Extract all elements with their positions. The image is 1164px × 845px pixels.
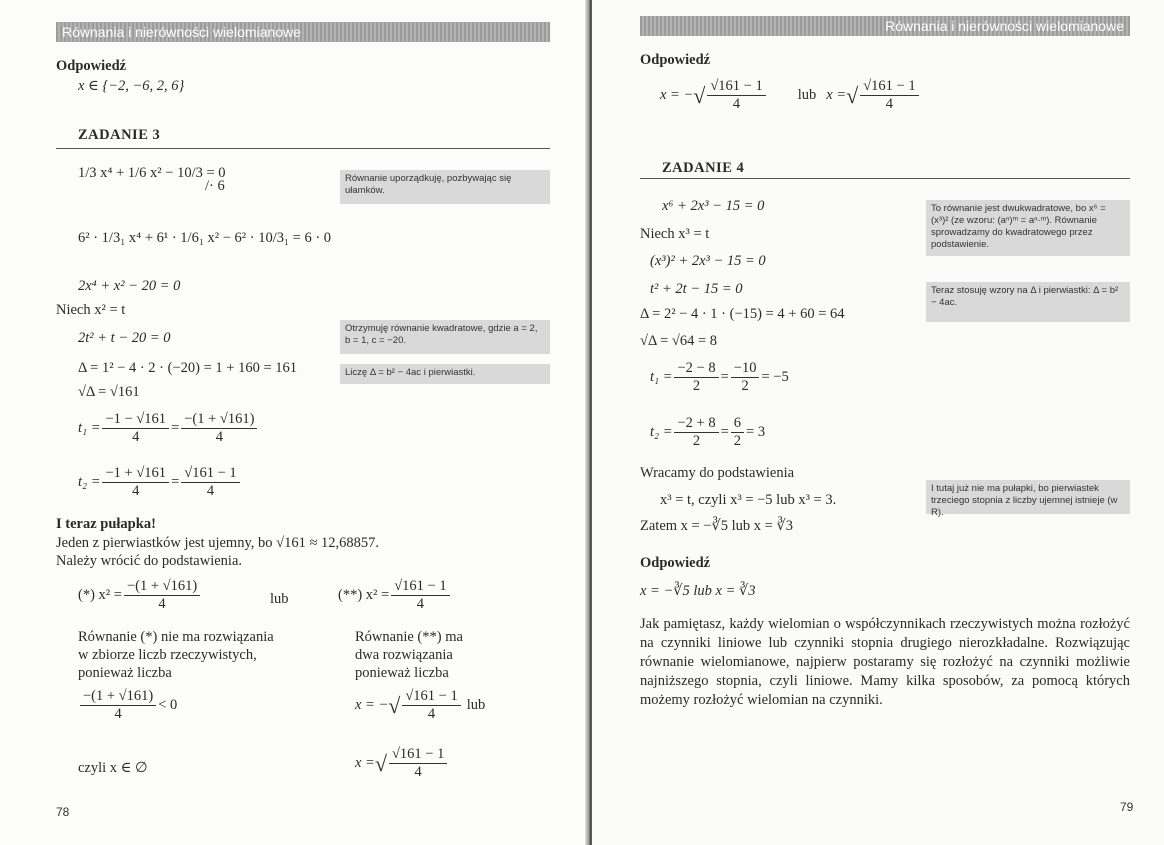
numerator: √161 − 1 <box>707 78 765 96</box>
t1-formula: t₁ = $\frac{-1 - √161}{4}$ = $\frac{-(1 + √161)}{4}$ <box>78 411 259 446</box>
denominator: 4 <box>132 483 140 499</box>
closing-paragraph: Jak pamiętasz, każdy wielomian o współczynnikach rzeczywistych można rozłożyć na czynniki liniowe lub czynniki stopnia drugiego nierozkładalne. Rozwiązując równanie wielomianowe, najpierw postaramy się rozłożyć na czynniki możliwie najniższego stopnia, czyli liniowe. Mamy kilka sposobów, za pomocą których możemy rozłożyć wielomian na czynniki. <box>640 616 1130 708</box>
divider <box>640 178 1130 179</box>
inequality-tail: < 0 <box>158 697 178 713</box>
numerator: √161 − 1 <box>389 746 447 764</box>
numerator: 6 <box>731 415 744 433</box>
denominator: 2 <box>692 433 701 449</box>
result: = 3 <box>746 424 766 440</box>
fraction <box>731 415 744 450</box>
t1-formula: t₁ = $\frac{-2 - 8}{2}$ = $\frac{-10}{2}$ = −5 <box>650 360 789 394</box>
prefix: x = <box>355 755 375 771</box>
numerator: −(1 + √161) <box>181 411 257 429</box>
case-2-label: (**) x² = <box>338 587 390 603</box>
numerator: −(1 + √161) <box>80 688 156 706</box>
equation-3: 2x⁴ + x² − 20 = 0 <box>78 278 181 294</box>
margin-note: Liczę Δ = b² − 4ac i pierwiastki. <box>340 364 550 384</box>
fraction <box>124 578 200 613</box>
fraction <box>102 465 169 500</box>
back-equation: x³ = t, czyli x³ = −5 lub x³ = 3. <box>660 492 837 508</box>
delta-line: Δ = 1² − 4 · 2 · (−20) = 1 + 160 = 161 <box>78 360 298 376</box>
delta-line: Δ = 2² − 4 · 1 · (−15) = 4 + 60 = 64 <box>640 306 845 322</box>
or-word: lub <box>797 87 817 103</box>
back-text: Wracamy do podstawienia <box>640 465 795 481</box>
answer-value: x ∈ {−2, −6, 2, 6} <box>78 78 185 94</box>
case-2-equation <box>338 578 452 613</box>
margin-note: Równanie uporządkuję, pozbywając się ułamków. <box>340 170 550 204</box>
or-word: lub <box>466 697 486 713</box>
t2-formula: t₂ = $\frac{-1 + √161}{4}$ = $\frac{√161 - 1}{4}$ <box>78 465 242 500</box>
trap-line: Należy wrócić do podstawienia. <box>56 553 243 569</box>
numerator: √161 − 1 <box>860 78 918 96</box>
equation-2: 6² · 1/3₁ x⁴ + 6¹ · 1/6₁ x² − 6² · 10/3₁ = 6 · 0 <box>78 230 332 246</box>
denominator: 4 <box>114 706 122 722</box>
numerator: −10 <box>731 360 760 378</box>
t1-label: t₁ = <box>78 420 101 436</box>
trap-line: Jeden z pierwiastków jest ujemny, bo √161 ≈ 12,68857. <box>56 535 380 551</box>
case-1-text <box>78 628 274 682</box>
margin-note: Teraz stosuję wzory na Δ i pierwiastki: Δ = b² − 4ac. <box>926 282 1130 322</box>
numerator: √161 − 1 <box>402 688 460 706</box>
equation-1: x⁶ + 2x³ − 15 = 0 <box>662 198 765 214</box>
chapter-band: Równania i nierówności wielomianowe <box>640 16 1130 36</box>
denominator: 4 <box>132 429 140 445</box>
margin-note: I tutaj już nie ma pułapki, bo pierwiastek trzeciego stopnia z liczby ujemnej istnieje (w R). <box>926 480 1130 514</box>
text-line: ponieważ liczba <box>355 665 449 681</box>
answer-value: x = −∛5 lub x = ∛3 <box>640 583 756 599</box>
numerator: −(1 + √161) <box>124 578 200 596</box>
text-line: Równanie (*) nie ma rozwiązania <box>78 629 274 645</box>
prefix: x = <box>826 87 847 103</box>
numerator: √161 − 1 <box>391 578 449 596</box>
substitution: Niech x³ = t <box>640 226 710 242</box>
conclusion: Zatem x = −∛5 lub x = ∛3 <box>640 518 793 534</box>
fraction <box>389 746 447 781</box>
equation-4: 2t² + t − 20 = 0 <box>78 330 171 346</box>
numerator: −1 − √161 <box>102 411 169 429</box>
fraction <box>102 411 169 446</box>
numerator: −2 − 8 <box>674 360 718 378</box>
t2-formula: t₂ = $\frac{-2 + 8}{2}$ = $\frac{6}{2}$ = 3 <box>650 415 766 449</box>
answer-heading: Odpowiedź <box>640 555 711 571</box>
case-2-solution-1: x = − √ $\frac{√161 - 1}{4}$ lub <box>355 688 486 722</box>
case-1-equation <box>78 578 202 613</box>
fraction <box>674 415 718 450</box>
task-heading: ZADANIE 3 <box>78 127 161 143</box>
sqrt-delta: √Δ = √161 <box>78 384 140 400</box>
margin-note: To równanie jest dwukwadratowe, bo x⁶ = (x³)² (ze wzoru: (aⁿ)ᵐ = aⁿ·ᵐ). Równanie sprowadzamy do kwadratowego przez podstawienie. <box>926 200 1130 256</box>
case-1-label: (*) x² = <box>78 587 122 603</box>
fraction <box>80 688 156 723</box>
chapter-band: Równania i nierówności wielomianowe <box>56 22 550 42</box>
trap-heading: I teraz pułapka! <box>56 516 156 532</box>
fraction <box>731 360 760 395</box>
denominator: 4 <box>885 96 894 112</box>
text-line: w zbiorze liczb rzeczywistych, <box>78 647 257 663</box>
fraction <box>391 578 449 613</box>
numerator: −1 + √161 <box>102 465 169 483</box>
answer-formula: x = − √ $\frac{√161 - 1}{4}$ lub x = √ $\frac{√161 - 1}{4}$ <box>660 78 921 113</box>
right-page <box>592 0 1164 845</box>
sqrt-delta: √Δ = √64 = 8 <box>640 333 718 349</box>
equation-3: t² + 2t − 15 = 0 <box>650 281 743 297</box>
denominator: 4 <box>158 596 166 612</box>
prefix: x = − <box>660 87 694 103</box>
equation-1: 1/3 x⁴ + 1/6 x² − 10/3 = 0 <box>78 165 226 181</box>
denominator: 4 <box>732 96 741 112</box>
task-heading: ZADANIE 4 <box>662 160 745 176</box>
case-1-conclusion: czyli x ∈ ∅ <box>78 760 148 776</box>
fraction <box>674 360 718 395</box>
margin-note: Otrzymuję równanie kwadratowe, gdzie a = 2, b = 1, c = −20. <box>340 320 550 354</box>
numerator: √161 − 1 <box>181 465 239 483</box>
t2-label: t₂ = <box>650 424 673 440</box>
denominator: 2 <box>692 378 701 394</box>
t1-label: t₁ = <box>650 369 673 385</box>
text-line: Równanie (**) ma <box>355 629 463 645</box>
fraction <box>181 411 257 446</box>
equation-1-op: /· 6 <box>205 178 225 194</box>
fraction <box>402 688 460 723</box>
denominator: 4 <box>427 706 436 722</box>
answer-heading: Odpowiedź <box>640 52 711 68</box>
text-line: ponieważ liczba <box>78 665 172 681</box>
denominator: 4 <box>206 483 215 499</box>
fraction <box>860 78 918 113</box>
case-1-inequality <box>78 688 177 723</box>
divider <box>56 148 550 149</box>
case-2-text <box>355 628 463 682</box>
denominator: 2 <box>741 378 749 394</box>
equation-2: (x³)² + 2x³ − 15 = 0 <box>650 253 766 269</box>
denominator: 4 <box>414 764 422 780</box>
or-word: lub <box>270 591 289 607</box>
substitution: Niech x² = t <box>56 302 126 318</box>
fraction <box>181 465 239 500</box>
denominator: 4 <box>416 596 424 612</box>
case-2-solution-2: x = √ $\frac{√161 - 1}{4}$ <box>355 746 449 781</box>
t2-label: t₂ = <box>78 474 101 490</box>
fraction <box>707 78 765 113</box>
page-number: 78 <box>56 805 70 819</box>
answer-heading: Odpowiedź <box>56 58 127 74</box>
numerator: −2 + 8 <box>674 415 718 433</box>
denominator: 4 <box>215 429 223 445</box>
page-number: 79 <box>1120 800 1134 814</box>
result: = −5 <box>761 369 789 385</box>
prefix: x = − <box>355 697 389 713</box>
denominator: 2 <box>733 433 742 449</box>
text-line: dwa rozwiązania <box>355 647 453 663</box>
